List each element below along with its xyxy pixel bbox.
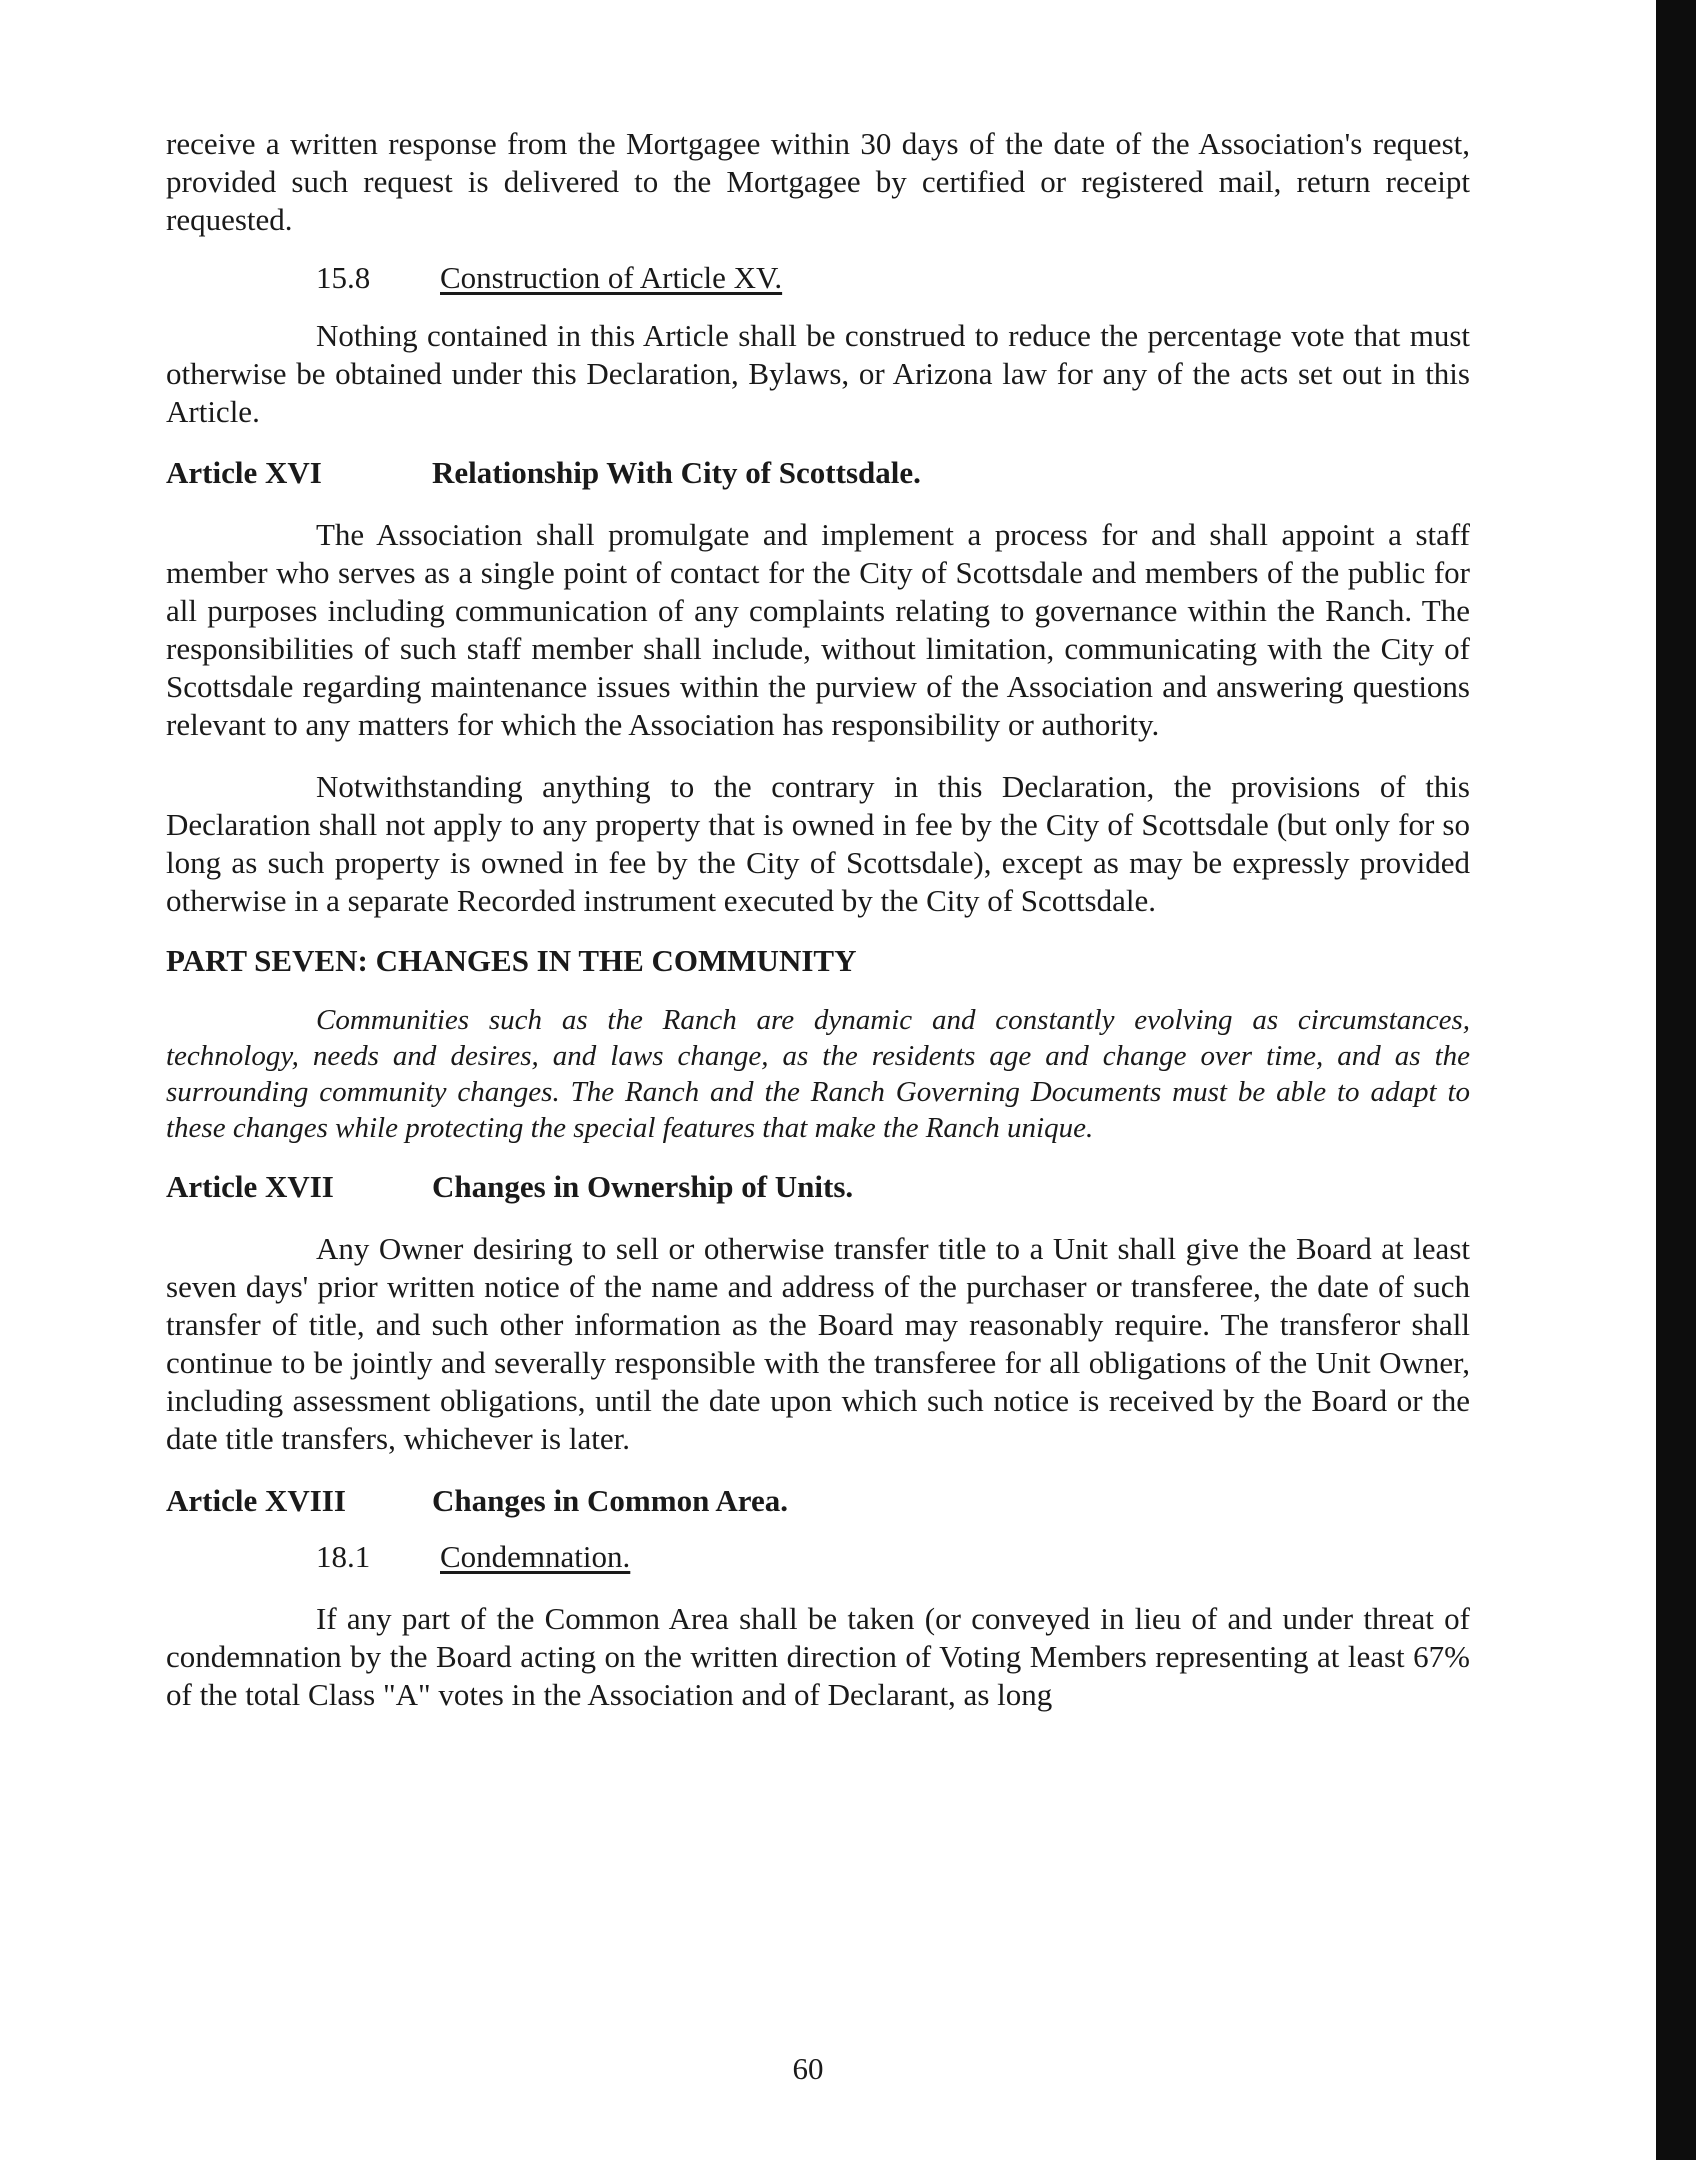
article-17-heading: [166, 1168, 1470, 1206]
part-seven-intro: Communities such as the Ranch are dynamic and constantly evolving as circumstances, technology, needs and desires, and laws change, as the residents age and change over time, and as the surrounding community changes. The Ranch and the Ranch Governing Documents must be able to adapt to these changes while protecting the special features that make the Ranch unique.: [166, 1004, 1470, 1144]
page-content: [166, 125, 1470, 1714]
article-title: Relationship With City of Scottsdale.: [432, 455, 921, 490]
page-number: 60: [792, 2051, 824, 2086]
section-15-8-body: Nothing contained in this Article shall be construed to reduce the percentage vote that must otherwise be obtained under this Declaration, Bylaws, or Arizona law for any of the acts set out in this Article.: [166, 318, 1470, 429]
continuation-paragraph: receive a written response from the Mortgagee within 30 days of the date of the Association's request, provided such request is delivered to the Mortgagee by certified or registered mail, return receipt requested.: [166, 126, 1470, 237]
section-title: Construction of Article XV.: [440, 260, 783, 295]
scan-edge-border: [1656, 0, 1696, 2160]
article-number: Article XVII: [166, 1169, 334, 1204]
article-16-paragraph-1: The Association shall promulgate and implement a process for and shall appoint a staff member who serves as a single point of contact for the City of Scottsdale and members of the public for all purposes including communication of any complaints relating to governance within the Ranch. The responsibilities of such staff member shall include, without limitation, communicating with the City of Scottsdale regarding maintenance issues within the purview of the Association and answering questions relevant to any matters for which the Association has responsibility or authority.: [166, 517, 1470, 742]
article-18-heading: [166, 1482, 1470, 1520]
section-number: 18.1: [316, 1539, 371, 1574]
section-18-1-paragraph: If any part of the Common Area shall be taken (or conveyed in lieu of and under threat of condemnation by the Board acting on the written direction of Voting Members representing at least 67% of the total Class "A" votes in the Association and of Declarant, as long: [166, 1601, 1470, 1712]
section-number: 15.8: [316, 260, 371, 295]
article-title: Changes in Common Area.: [432, 1483, 788, 1518]
section-15-8-heading: [166, 259, 1470, 297]
article-number: Article XVIII: [166, 1483, 346, 1518]
section-title: Condemnation.: [440, 1539, 631, 1574]
article-title: Changes in Ownership of Units.: [432, 1169, 854, 1204]
article-16-heading: [166, 454, 1470, 492]
part-seven-heading: PART SEVEN: CHANGES IN THE COMMUNITY: [166, 943, 857, 978]
article-number: Article XVI: [166, 455, 322, 490]
article-17-paragraph-1: Any Owner desiring to sell or otherwise transfer title to a Unit shall give the Board at least seven days' prior written notice of the name and address of the purchaser or transferee, the date of such transfer of title, and such other information as the Board may reasonably require. The transferor shall continue to be jointly and severally responsible with the transferee for all obligations of the Unit Owner, including assessment obligations, until the date upon which such notice is received by the Board or the date title transfers, whichever is later.: [166, 1231, 1470, 1456]
section-18-1-heading: [166, 1538, 1470, 1576]
article-16-paragraph-2: Notwithstanding anything to the contrary in this Declaration, the provisions of this Declaration shall not apply to any property that is owned in fee by the City of Scottsdale (but only for so long as such property is owned in fee by the City of Scottsdale), except as may be expressly provided otherwise in a separate Recorded instrument executed by the City of Scottsdale.: [166, 769, 1470, 918]
